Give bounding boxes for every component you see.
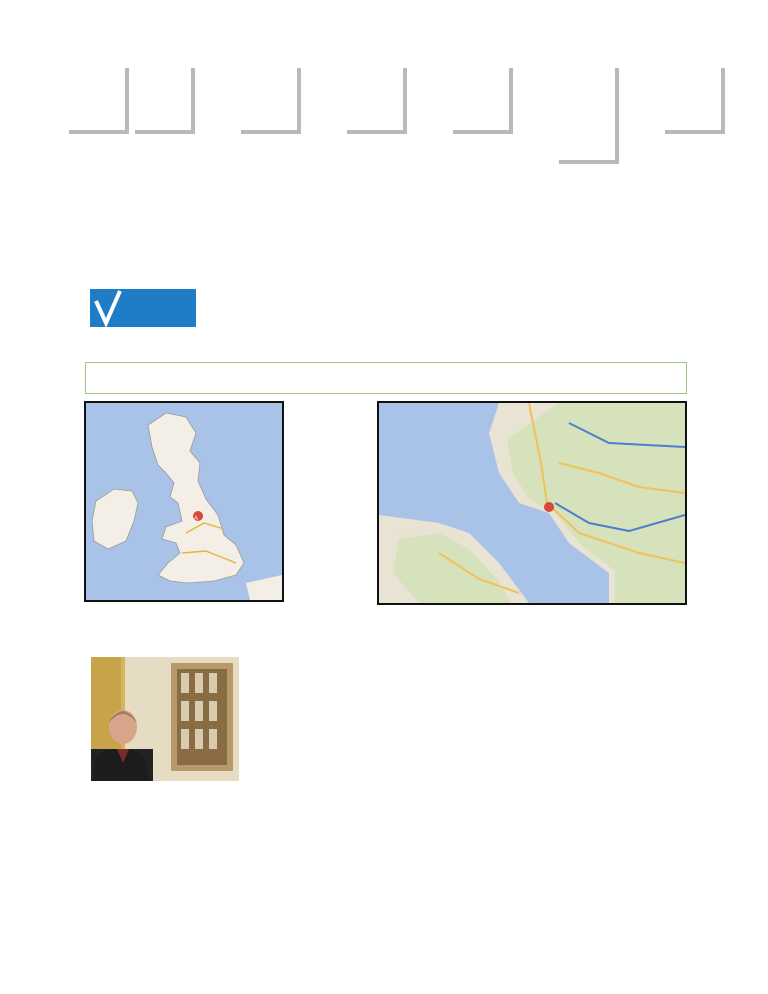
svg-text:A: A [194, 516, 199, 522]
liverpool-vision-logo [90, 289, 196, 327]
uk-map [84, 401, 284, 602]
liverpool-map [377, 401, 687, 605]
chris-heyes-photo [91, 657, 239, 781]
city-heading [85, 362, 687, 394]
color-square-purple [131, 64, 191, 130]
color-square-pink [661, 64, 721, 130]
color-square-navy [65, 64, 125, 130]
color-square-orange [237, 64, 297, 130]
color-square-red [343, 64, 403, 130]
color-square-green [555, 64, 615, 160]
color-square-blue [449, 64, 509, 130]
